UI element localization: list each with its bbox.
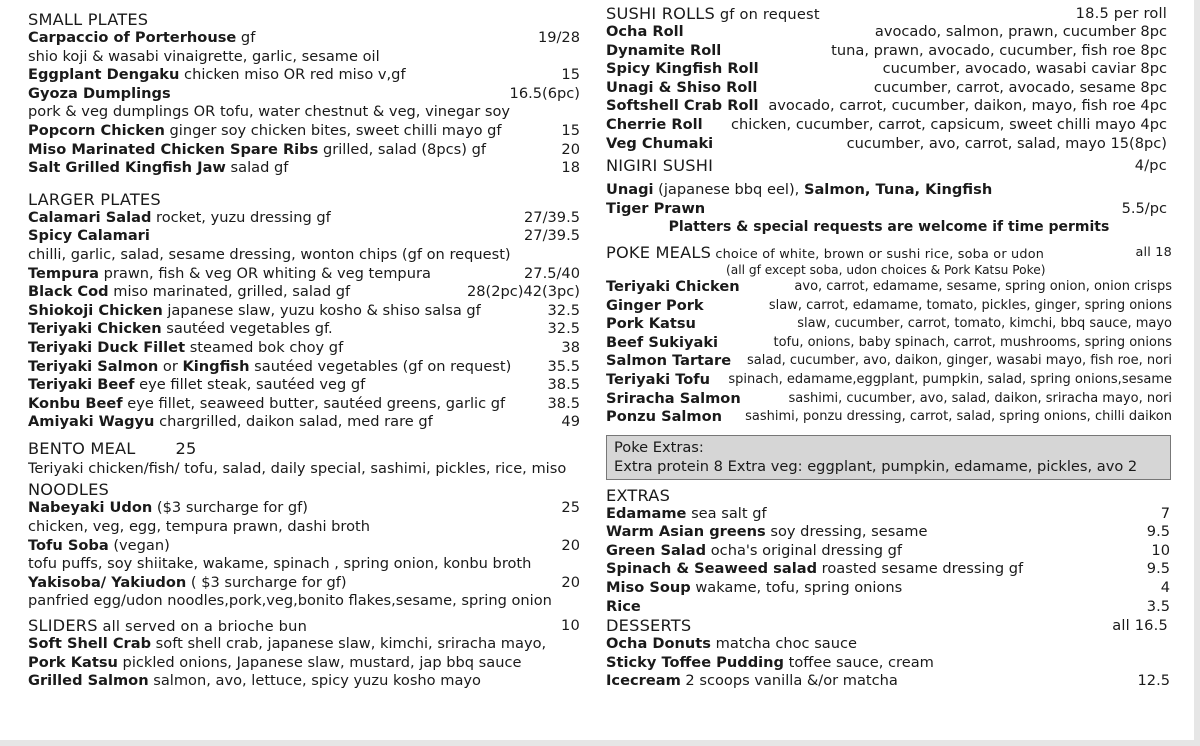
nigiri-fish: Salmon, Tuna, Kingfish [803,181,993,199]
item-name: Ocha Donuts [606,635,711,653]
item-price: 49 [561,413,580,431]
item-name: Eggplant Dengaku [28,66,180,84]
item-description: salmon, avo, lettuce, spicy yuzu kosho mayo [148,672,481,690]
noodles-list [28,499,580,611]
menu-item [606,635,1172,654]
menu-item [606,672,1172,691]
item-price: 15 [561,66,580,84]
item-name: Soft Shell Crab [28,635,152,653]
item-price: 25 [561,499,580,517]
item-price: 28(2pc)42(3pc) [466,283,580,301]
menu-item [606,579,1172,598]
sushi-rolls-list [606,23,1172,153]
item-description: miso marinated, grilled, salad gf [108,283,351,301]
item-price: 35.5 [547,357,580,375]
platters-note: Platters & special requests are welcome if time permits [668,219,1110,236]
item-name: Amiyaki Wagyu [28,413,155,431]
item-price: 27/39.5 [524,227,580,245]
menu-item [28,413,580,432]
menu-item [28,48,580,67]
item-description: slaw, cucumber, carrot, tomato, kimchi, bbq sauce, mayo [797,316,1172,332]
item-description: tofu, onions, baby spinach, carrot, mushrooms, spring onions [773,334,1172,350]
item-name: Salt Grilled Kingfish Jaw [28,159,226,177]
menu-item [28,141,580,160]
menu-item [28,265,580,284]
menu-item [28,320,580,339]
item-description: slaw, carrot, edamame, tomato, pickles, ginger, spring onions [768,297,1172,313]
item-name: Black Cod [28,283,109,301]
item-name: Ginger Pork [606,296,704,314]
right-column [606,4,1172,691]
item-description-alt: sautéed vegetables (gf on request) [249,357,512,375]
nigiri-price: 4/pc [1134,157,1167,175]
item-description: roasted sesame dressing gf [817,560,1024,578]
item-price: 20 [561,140,580,158]
menu-item [606,278,1172,297]
item-description: (vegan) [108,536,170,554]
item-price: 27/39.5 [524,208,580,226]
bento-price: 25 [175,438,197,458]
bento-description: Teriyaki chicken/fish/ tofu, salad, daily special, sashimi, pickles, rice, miso [28,459,567,477]
item-description: or [158,357,183,375]
menu-item [28,518,580,537]
item-description: pickled onions, Japanese slaw, mustard, jap bbq sauce [117,653,522,671]
item-price: 19/28 [537,29,580,46]
section-title-desserts [606,616,1172,635]
item-price: 38.5 [547,394,580,412]
item-price: 3.5 [1146,597,1170,615]
item-name: Icecream [606,672,681,690]
desserts-list [606,635,1172,691]
menu-item [606,135,1172,154]
item-name: Sriracha Salmon [606,389,741,407]
small-plates-list [28,29,580,178]
item-description: cucumber, avocado, wasabi caviar 8pc [882,60,1167,78]
item-description: soy dressing, sesame [765,523,928,541]
item-name: Teriyaki Duck Fillet [28,338,186,356]
item-description: wakame, tofu, spring onions [690,579,903,597]
item-name: Shiokoji Chicken [28,301,163,319]
item-description: chicken, veg, egg, tempura prawn, dashi broth [28,518,371,536]
menu-item [28,339,580,358]
item-description: chicken miso OR red miso v,gf [179,66,406,84]
item-description: chargrilled, daikon salad, med rare gf [154,413,433,431]
item-description: eye fillet steak, sautéed veg gf [134,376,366,394]
item-name: Tempura [28,264,100,282]
nigiri-title: NIGIRI SUSHI [606,156,714,176]
item-price: 32.5 [547,301,580,319]
section-title-sliders [28,616,580,635]
section-title-noodles: NOODLES [28,480,109,500]
menu-item [606,116,1172,135]
item-description: ( $3 surcharge for gf) [186,573,347,591]
menu-item [606,371,1172,390]
sushi-rolls-title: SUSHI ROLLS [606,4,715,23]
item-description: avo, carrot, edamame, sesame, spring onion, onion crisps [794,278,1172,294]
poke-subtitle: choice of white, brown or sushi rice, soba or udon [711,246,1045,262]
sliders-title: SLIDERS [28,616,98,636]
menu-item [606,334,1172,353]
item-description: pork & veg dumplings OR tofu, water chestnut & veg, vinegar soy [28,103,511,121]
item-name: Miso Marinated Chicken Spare Ribs [28,140,319,158]
item-description: 2 scoops vanilla &/or matcha [680,672,898,690]
menu-item [28,574,580,593]
menu-item [606,560,1172,579]
menu-item [28,654,580,673]
item-name: Spicy Calamari [28,227,150,245]
item-price: 38 [561,338,580,356]
item-price: 9.5 [1146,560,1170,578]
sushi-rolls-note: gf on request [715,6,820,23]
menu-item [606,505,1172,524]
menu-item [28,227,580,246]
sliders-price: 10 [561,617,580,635]
item-name: Unagi & Shiso Roll [606,78,758,96]
menu-item [606,60,1172,79]
section-title-extras: EXTRAS [606,485,671,505]
menu-item [606,654,1172,673]
menu-item [606,598,1172,617]
menu-item [606,23,1172,42]
item-description: prawn, fish & veg OR whiting & veg tempura [99,264,431,282]
item-price: 4 [1160,579,1170,597]
item-description: rocket, yuzu dressing gf [151,208,331,226]
item-name: Dynamite Roll [606,41,722,59]
nigiri-tiger-prawn-price: 5.5/pc [1121,199,1167,217]
item-description: steamed bok choy gf [185,338,344,356]
menu-item [28,159,580,178]
item-name: Rice [606,597,641,615]
item-description: toffee sauce, cream [784,653,934,671]
extras-list [606,505,1172,617]
item-name: Ponzu Salmon [606,408,723,426]
item-description: soft shell crab, japanese slaw, kimchi, sriracha mayo, [151,635,547,653]
item-description: salad gf [225,159,289,177]
item-name: Warm Asian greens [606,523,766,541]
item-description: matcha choc sauce [710,635,858,653]
left-column [28,4,580,691]
item-description: chicken, cucumber, carrot, capsicum, sweet chilli mayo 4pc [731,115,1167,133]
section-title-poke [606,243,1172,262]
item-price: 10 [1151,541,1170,559]
item-description: sashimi, cucumber, avo, salad, daikon, sriracha mayo, nori [788,390,1172,406]
section-title-bento [28,439,580,458]
item-name: Yakisoba/ Yakiudon [28,573,187,591]
item-name: Pork Katsu [606,315,696,333]
menu-item [28,85,580,104]
menu-item [606,390,1172,409]
nigiri-line-2 [606,200,1172,219]
item-name: Teriyaki Beef [28,376,135,394]
sushi-rolls-price: 18.5 per roll [1075,5,1167,22]
item-description: grilled, salad (8pcs) gf [318,140,486,158]
item-name: Ocha Roll [606,23,684,40]
menu-item [28,29,580,48]
item-name: Teriyaki Tofu [606,370,711,388]
item-name: Spicy Kingfish Roll [606,60,759,78]
menu-item [28,103,580,122]
item-price: 9.5 [1146,523,1170,541]
item-description: tofu puffs, soy shiitake, wakame, spinach , spring onion, konbu broth [28,555,532,573]
poke-extras-box [606,435,1171,480]
menu-item [28,209,580,228]
menu-item [606,42,1172,61]
item-name: Konbu Beef [28,394,123,412]
section-title-sushi-rolls [606,4,1172,23]
item-description: ($3 surcharge for gf) [152,499,308,517]
item-description: tuna, prawn, avocado, cucumber, fish roe 8pc [831,41,1167,59]
item-description: chilli, garlic, salad, sesame dressing, wonton chips (gf on request) [28,245,511,263]
item-name: Green Salad [606,541,707,559]
poke-price: all 18 [1135,244,1172,260]
item-price: 38.5 [547,376,580,394]
item-description: panfried egg/udon noodles,pork,veg,bonito flakes,sesame, spring onion [28,592,552,610]
section-title-larger-plates: LARGER PLATES [28,189,161,209]
menu-item [606,97,1172,116]
item-price: 32.5 [547,320,580,338]
item-name: Softshell Crab Roll [606,97,759,115]
item-name: Teriyaki Salmon [28,357,159,375]
menu-item [28,302,580,321]
item-name: Teriyaki Chicken [28,320,162,338]
item-name: Tofu Soba [28,536,109,554]
menu-item [606,79,1172,98]
item-name: Pork Katsu [28,653,118,671]
item-name: Nabeyaki Udon [28,499,153,517]
menu-item [606,297,1172,316]
item-name: Veg Chumaki [606,134,714,152]
menu-item [606,542,1172,561]
item-price: 16.5(6pc) [509,84,580,102]
menu-item [606,352,1172,371]
item-name: Teriyaki Chicken [606,277,740,295]
nigiri-unagi-desc: (japanese bbq eel), [653,181,804,199]
bento-title: BENTO MEAL [28,438,136,458]
item-name: Cherrie Roll [606,115,703,133]
item-price: 12.5 [1137,672,1170,690]
section-title-nigiri [606,156,1172,175]
item-description: spinach, edamame,eggplant, pumpkin, salad, spring onions,sesame [728,371,1172,387]
item-price: 20 [561,573,580,591]
poke-note: (all gf except soba, udon choices & Pork Katsu Poke) [726,262,1046,277]
item-description: cucumber, carrot, avocado, sesame 8pc [873,78,1167,96]
menu-item [28,395,580,414]
item-name: Calamari Salad [28,208,152,226]
menu-item [28,358,580,377]
nigiri-line-1 [606,181,1172,200]
item-price: 18 [561,159,580,177]
poke-title: POKE MEALS [606,242,712,262]
poke-extras-title: Poke Extras: [614,438,704,456]
item-description: cucumber, avo, carrot, salad, mayo 15(8pc) [846,134,1167,152]
item-price: 7 [1160,504,1170,522]
poke-extras-line: Extra protein 8 Extra veg: eggplant, pumpkin, edamame, pickles, avo 2 [614,457,1138,475]
item-description: sautéed vegetables gf. [161,320,333,338]
item-price: 20 [561,536,580,554]
menu-item [606,315,1172,334]
item-description: japanese slaw, yuzu kosho & shiso salsa gf [162,301,481,319]
item-name: Popcorn Chicken [28,121,165,139]
item-name: Edamame [606,504,687,522]
menu-item [28,499,580,518]
menu-item [606,523,1172,542]
item-name: Miso Soup [606,579,691,597]
desserts-price: all 16.5 [1112,617,1168,635]
menu-item [28,283,580,302]
item-name: Grilled Salmon [28,672,149,690]
menu-item [28,376,580,395]
item-description: gf [236,29,256,46]
larger-plates-list [28,209,580,432]
item-name: Sticky Toffee Pudding [606,653,784,671]
desserts-title: DESSERTS [606,616,692,636]
menu-item [28,537,580,556]
sliders-note: all served on a brioche bun [97,618,308,636]
item-description: avocado, carrot, cucumber, daikon, mayo, fish roe 4pc [768,97,1167,115]
item-name: Gyoza Dumplings [28,84,171,102]
section-title-small-plates: SMALL PLATES [28,10,149,29]
item-price: 27.5/40 [524,264,580,282]
poke-list [606,278,1172,427]
menu-item [28,592,580,611]
sliders-list [28,635,580,691]
item-description: sea salt gf [686,504,767,522]
menu-item [28,672,580,691]
item-description: eye fillet, seaweed butter, sautéed greens, garlic gf [122,394,506,412]
item-description: shio koji & wasabi vinaigrette, garlic, sesame oil [28,47,380,65]
item-name: Carpaccio of Porterhouse [28,29,237,46]
nigiri-tiger-prawn: Tiger Prawn [606,199,706,217]
item-name-alt: Kingfish [182,357,250,375]
item-description: ocha's original dressing gf [706,541,903,559]
item-name: Salmon Tartare [606,352,732,370]
item-description: ginger soy chicken bites, sweet chilli mayo gf [164,121,502,139]
item-name: Spinach & Seaweed salad [606,560,818,578]
menu-item [28,122,580,141]
nigiri-unagi: Unagi [606,181,654,199]
item-description: salad, cucumber, avo, daikon, ginger, wasabi mayo, fish roe, nori [747,353,1172,369]
menu-item [28,246,580,265]
item-price: 15 [561,121,580,139]
menu-item [28,555,580,574]
menu-item [28,66,580,85]
menu-item [28,635,580,654]
menu-item [606,408,1172,427]
item-description: avocado, salmon, prawn, cucumber 8pc [874,23,1167,40]
item-name: Beef Sukiyaki [606,333,719,351]
item-description: sashimi, ponzu dressing, carrot, salad, spring onions, chilli daikon [745,409,1172,425]
